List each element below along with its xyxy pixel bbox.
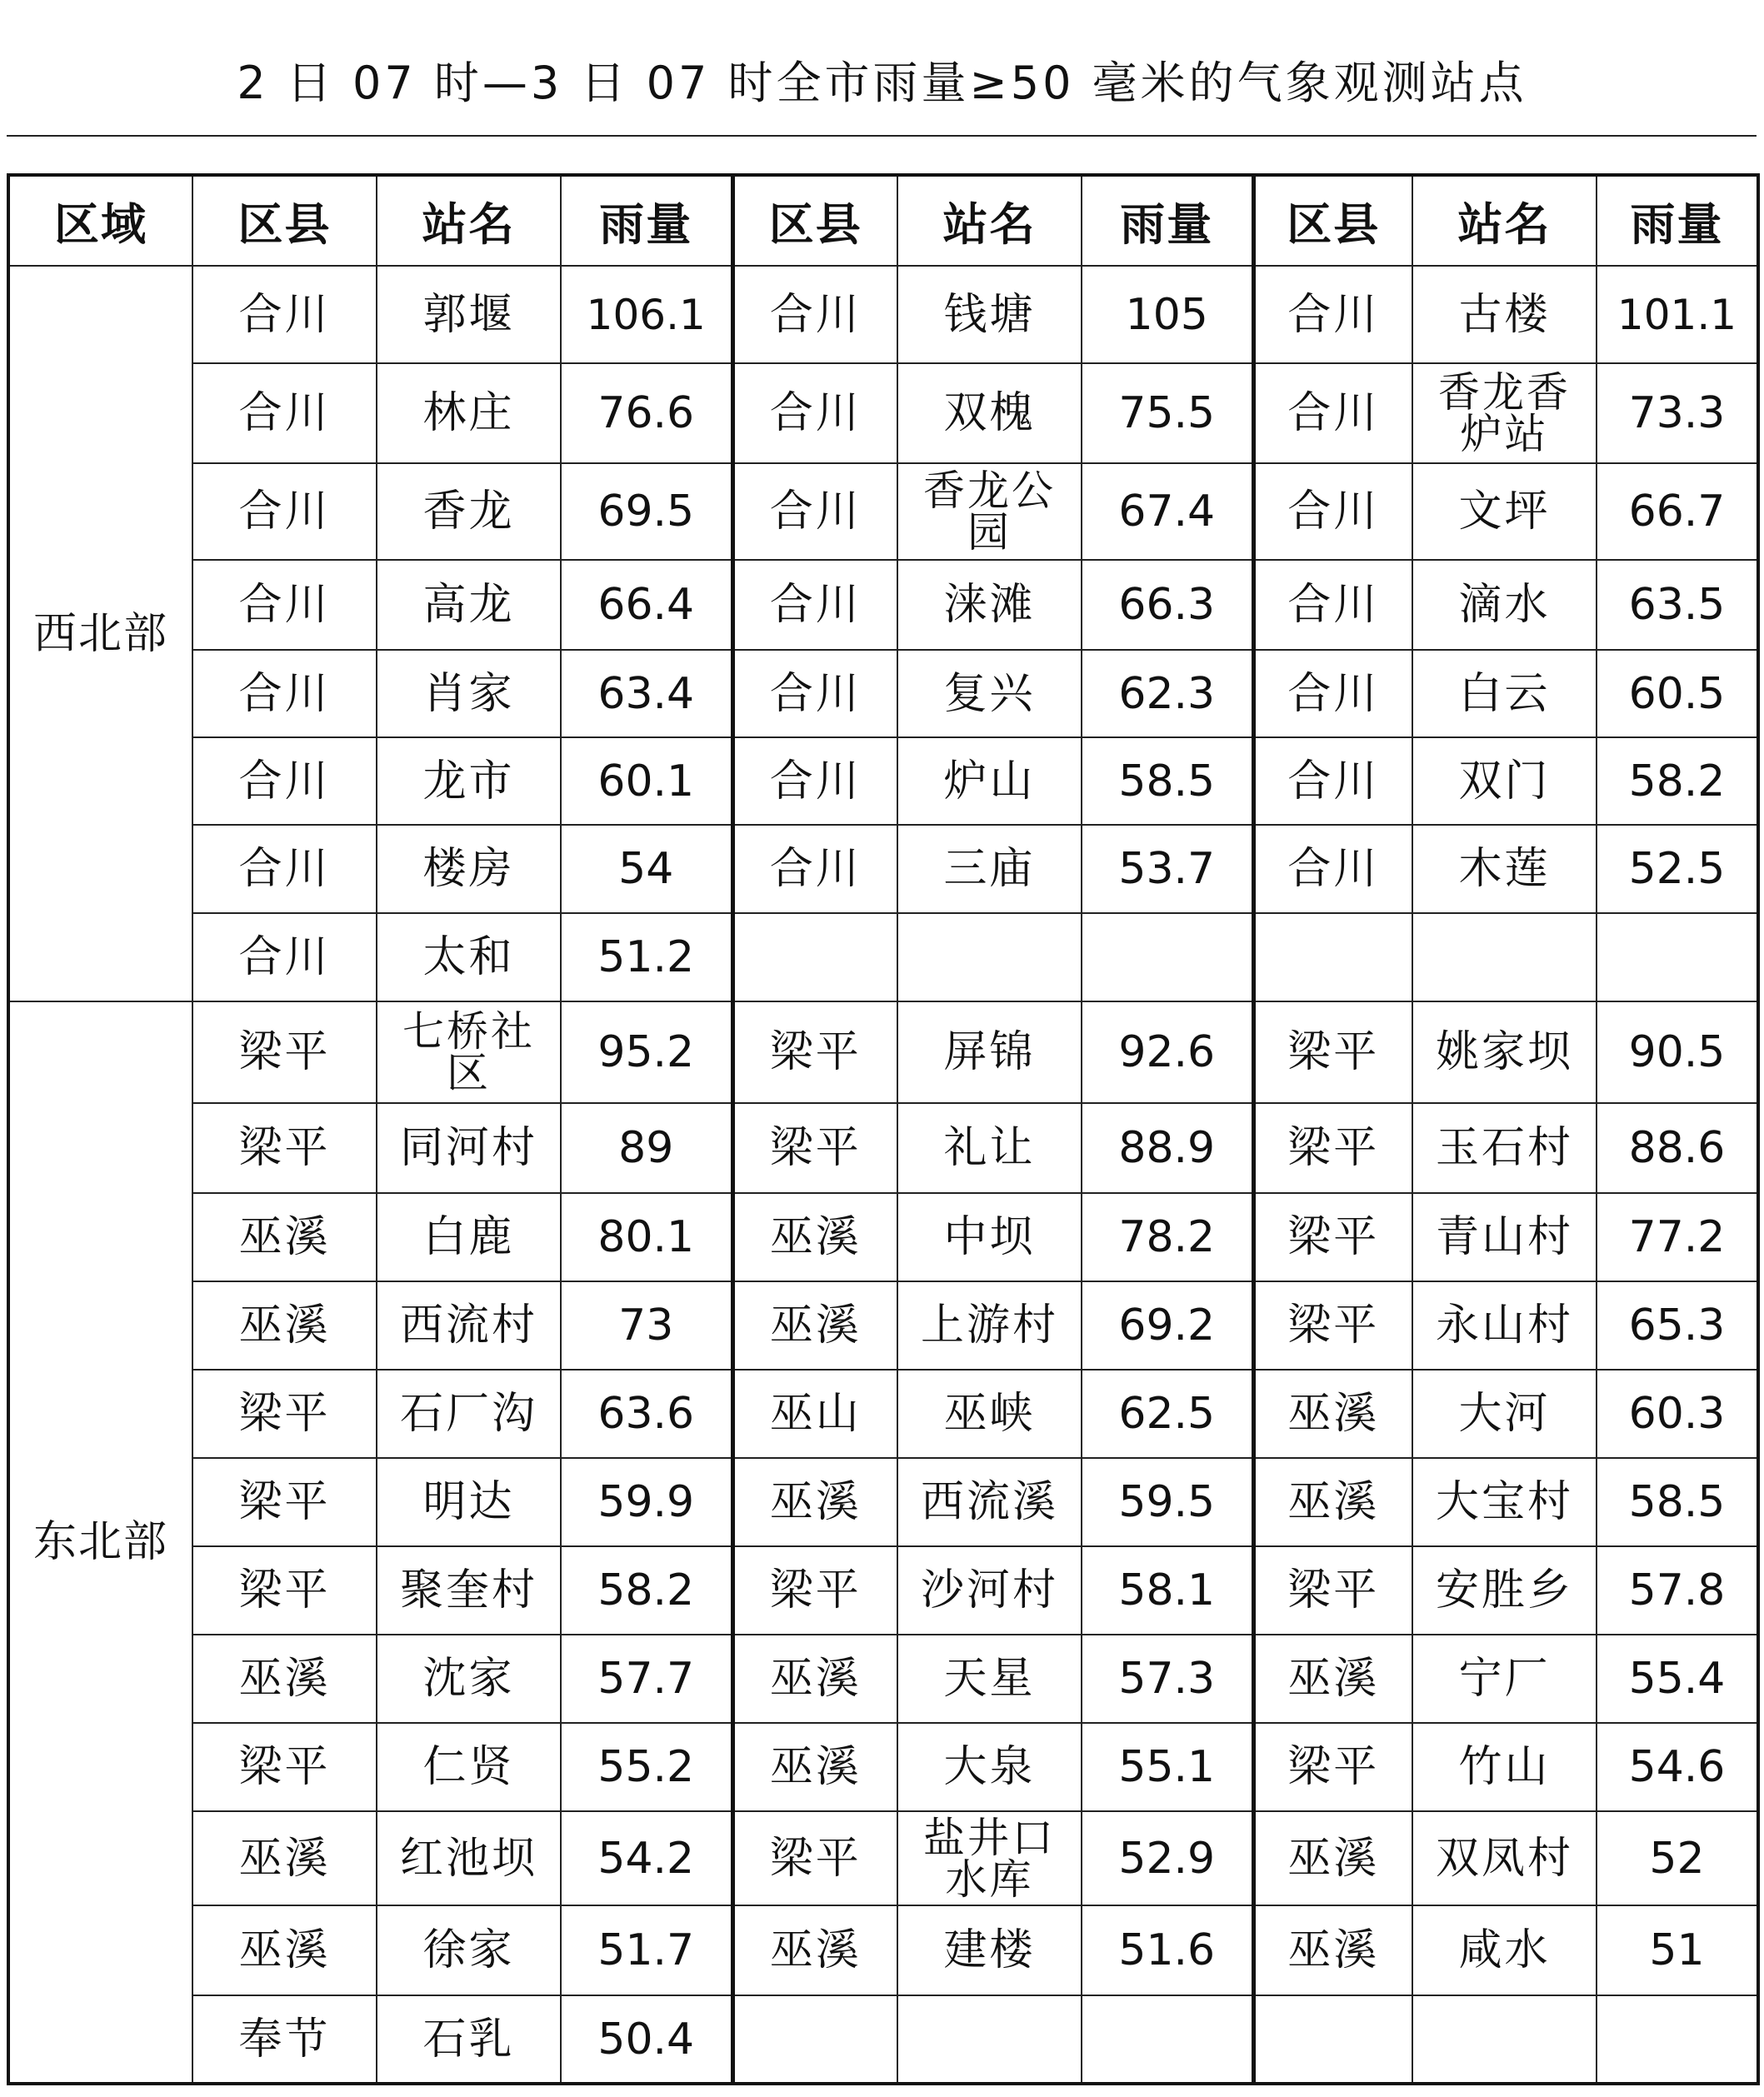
rain-cell: 57.7: [561, 1635, 732, 1723]
county-cell: [1253, 913, 1412, 1001]
station-cell: 天星: [897, 1635, 1082, 1723]
county-cell: 梁平: [732, 1546, 897, 1635]
county-cell: 巫溪: [732, 1635, 897, 1723]
rain-cell: 51.2: [561, 913, 732, 1001]
station-cell: 大河: [1412, 1370, 1597, 1458]
table-row: [8, 363, 1758, 463]
station-cell: 屏锦: [897, 1001, 1082, 1103]
station-cell: [1412, 1995, 1597, 2084]
county-cell: 合川: [192, 650, 377, 737]
county-cell: 合川: [732, 737, 897, 825]
rain-cell: 80.1: [561, 1193, 732, 1281]
county-cell: 巫溪: [192, 1193, 377, 1281]
county-cell: 合川: [732, 463, 897, 560]
rain-cell: 53.7: [1082, 825, 1253, 913]
county-cell: 巫溪: [1253, 1370, 1412, 1458]
station-cell: 三庙: [897, 825, 1082, 913]
county-cell: 巫溪: [732, 1281, 897, 1370]
county-cell: 合川: [1253, 737, 1412, 825]
county-cell: 合川: [192, 363, 377, 463]
header-county: 区县: [192, 175, 377, 266]
table-row: [8, 650, 1758, 737]
station-cell: 大宝村: [1412, 1458, 1597, 1546]
rain-cell: 50.4: [561, 1995, 732, 2084]
rain-cell: 55.1: [1082, 1723, 1253, 1811]
rain-cell: 75.5: [1082, 363, 1253, 463]
county-cell: 梁平: [1253, 1546, 1412, 1635]
rain-cell: 106.1: [561, 266, 732, 363]
station-cell: 明达: [377, 1458, 561, 1546]
rainfall-table: [7, 173, 1760, 2085]
county-cell: 巫溪: [732, 1723, 897, 1811]
county-cell: 合川: [1253, 650, 1412, 737]
county-cell: 合川: [1253, 560, 1412, 650]
rain-cell: [1082, 913, 1253, 1001]
county-cell: 合川: [192, 737, 377, 825]
station-cell: 龙市: [377, 737, 561, 825]
county-cell: 巫溪: [192, 1281, 377, 1370]
rain-cell: 62.3: [1082, 650, 1253, 737]
rain-cell: 57.3: [1082, 1635, 1253, 1723]
station-cell: 七桥社区: [377, 1001, 561, 1103]
table-body: [8, 266, 1758, 2084]
county-cell: 奉节: [192, 1995, 377, 2084]
station-cell: 玉石村: [1412, 1103, 1597, 1193]
station-cell: 双凤村: [1412, 1811, 1597, 1905]
table-row: [8, 1103, 1758, 1193]
station-cell: 礼让: [897, 1103, 1082, 1193]
county-cell: 巫溪: [192, 1811, 377, 1905]
station-cell: 文坪: [1412, 463, 1597, 560]
header-rain: 雨量: [1082, 175, 1253, 266]
station-cell: 香龙香炉站: [1412, 363, 1597, 463]
county-cell: 梁平: [192, 1546, 377, 1635]
rain-cell: 52: [1597, 1811, 1758, 1905]
station-cell: [897, 1995, 1082, 2084]
station-cell: 徐家: [377, 1905, 561, 1995]
rain-cell: 69.5: [561, 463, 732, 560]
header-county: 区县: [732, 175, 897, 266]
station-cell: 西流村: [377, 1281, 561, 1370]
rain-cell: 73: [561, 1281, 732, 1370]
station-cell: 咸水: [1412, 1905, 1597, 1995]
rain-cell: 88.9: [1082, 1103, 1253, 1193]
county-cell: 合川: [1253, 825, 1412, 913]
county-cell: 巫溪: [192, 1905, 377, 1995]
station-cell: 安胜乡: [1412, 1546, 1597, 1635]
station-cell: 姚家坝: [1412, 1001, 1597, 1103]
rain-cell: 54.2: [561, 1811, 732, 1905]
rain-cell: 65.3: [1597, 1281, 1758, 1370]
county-cell: 巫溪: [192, 1635, 377, 1723]
header-station: 站名: [1412, 175, 1597, 266]
rain-cell: 66.7: [1597, 463, 1758, 560]
table-row: [8, 1811, 1758, 1905]
county-cell: 合川: [1253, 463, 1412, 560]
table-row: [8, 463, 1758, 560]
station-cell: 宁厂: [1412, 1635, 1597, 1723]
rain-cell: 67.4: [1082, 463, 1253, 560]
rain-cell: [1597, 913, 1758, 1001]
table-row: [8, 266, 1758, 363]
table-row: [8, 1723, 1758, 1811]
county-cell: 巫溪: [732, 1458, 897, 1546]
rain-cell: 51: [1597, 1905, 1758, 1995]
table-row: [8, 1370, 1758, 1458]
station-cell: 复兴: [897, 650, 1082, 737]
rain-cell: 58.2: [561, 1546, 732, 1635]
county-cell: 合川: [192, 266, 377, 363]
station-cell: 红池坝: [377, 1811, 561, 1905]
station-cell: 聚奎村: [377, 1546, 561, 1635]
station-cell: 西流溪: [897, 1458, 1082, 1546]
rain-cell: 55.4: [1597, 1635, 1758, 1723]
county-cell: 巫山: [732, 1370, 897, 1458]
station-cell: 肖家: [377, 650, 561, 737]
table-row: [8, 737, 1758, 825]
county-cell: 巫溪: [732, 1193, 897, 1281]
station-cell: 郭堰: [377, 266, 561, 363]
rain-cell: 55.2: [561, 1723, 732, 1811]
header-station: 站名: [377, 175, 561, 266]
table-row: [8, 1458, 1758, 1546]
rain-cell: 59.9: [561, 1458, 732, 1546]
rain-cell: 95.2: [561, 1001, 732, 1103]
station-cell: 仁贤: [377, 1723, 561, 1811]
station-cell: 中坝: [897, 1193, 1082, 1281]
table-row: [8, 560, 1758, 650]
table-row: [8, 1001, 1758, 1103]
county-cell: 合川: [732, 650, 897, 737]
county-cell: 梁平: [1253, 1001, 1412, 1103]
title-divider: [7, 135, 1757, 137]
rain-cell: 63.5: [1597, 560, 1758, 650]
station-cell: 双门: [1412, 737, 1597, 825]
station-cell: 盐井口水库: [897, 1811, 1082, 1905]
county-cell: 梁平: [192, 1103, 377, 1193]
county-cell: 梁平: [192, 1458, 377, 1546]
county-cell: 合川: [732, 825, 897, 913]
rain-cell: 51.7: [561, 1905, 732, 1995]
station-cell: 炉山: [897, 737, 1082, 825]
county-cell: 巫溪: [1253, 1458, 1412, 1546]
county-cell: 巫溪: [1253, 1635, 1412, 1723]
station-cell: 白鹿: [377, 1193, 561, 1281]
station-cell: 沙河村: [897, 1546, 1082, 1635]
station-cell: 香龙: [377, 463, 561, 560]
county-cell: 合川: [192, 825, 377, 913]
rain-cell: [1597, 1995, 1758, 2084]
page-title: 2 日 07 时—3 日 07 时全市雨量≥50 毫米的气象观测站点: [237, 57, 1527, 109]
rain-cell: 60.3: [1597, 1370, 1758, 1458]
station-cell: 石厂沟: [377, 1370, 561, 1458]
table-row: [8, 1193, 1758, 1281]
county-cell: 合川: [192, 463, 377, 560]
rain-cell: 69.2: [1082, 1281, 1253, 1370]
station-cell: [897, 913, 1082, 1001]
station-cell: 上游村: [897, 1281, 1082, 1370]
county-cell: 梁平: [1253, 1723, 1412, 1811]
station-cell: 楼房: [377, 825, 561, 913]
station-cell: 木莲: [1412, 825, 1597, 913]
rain-cell: 59.5: [1082, 1458, 1253, 1546]
rain-cell: 57.8: [1597, 1546, 1758, 1635]
rain-cell: 51.6: [1082, 1905, 1253, 1995]
county-cell: [1253, 1995, 1412, 2084]
station-cell: 太和: [377, 913, 561, 1001]
station-cell: 竹山: [1412, 1723, 1597, 1811]
rain-cell: 101.1: [1597, 266, 1758, 363]
rain-cell: 58.1: [1082, 1546, 1253, 1635]
rain-cell: 78.2: [1082, 1193, 1253, 1281]
rain-cell: 92.6: [1082, 1001, 1253, 1103]
rain-cell: 63.4: [561, 650, 732, 737]
table-row: [8, 825, 1758, 913]
station-cell: 钱塘: [897, 266, 1082, 363]
rain-cell: 76.6: [561, 363, 732, 463]
rain-cell: 60.5: [1597, 650, 1758, 737]
county-cell: 巫溪: [1253, 1905, 1412, 1995]
station-cell: 石乳: [377, 1995, 561, 2084]
region-cell: 西北部: [8, 266, 192, 1001]
station-cell: 白云: [1412, 650, 1597, 737]
station-cell: 林庄: [377, 363, 561, 463]
station-cell: 香龙公园: [897, 463, 1082, 560]
table-row: [8, 1546, 1758, 1635]
station-cell: 同河村: [377, 1103, 561, 1193]
rain-cell: 66.4: [561, 560, 732, 650]
county-cell: [732, 1995, 897, 2084]
rain-cell: 58.5: [1082, 737, 1253, 825]
rain-cell: 58.2: [1597, 737, 1758, 825]
rain-cell: 105: [1082, 266, 1253, 363]
county-cell: 梁平: [192, 1001, 377, 1103]
rain-cell: 62.5: [1082, 1370, 1253, 1458]
county-cell: 梁平: [1253, 1103, 1412, 1193]
station-cell: 滴水: [1412, 560, 1597, 650]
county-cell: 合川: [192, 560, 377, 650]
rain-cell: 60.1: [561, 737, 732, 825]
rain-cell: 89: [561, 1103, 732, 1193]
county-cell: 巫溪: [732, 1905, 897, 1995]
rain-cell: 90.5: [1597, 1001, 1758, 1103]
station-cell: 永山村: [1412, 1281, 1597, 1370]
county-cell: 合川: [732, 266, 897, 363]
rain-cell: 54.6: [1597, 1723, 1758, 1811]
table-row: [8, 1905, 1758, 1995]
station-cell: 高龙: [377, 560, 561, 650]
station-cell: 涞滩: [897, 560, 1082, 650]
header-rain: 雨量: [561, 175, 732, 266]
county-cell: 梁平: [732, 1001, 897, 1103]
county-cell: 巫溪: [1253, 1811, 1412, 1905]
county-cell: [732, 913, 897, 1001]
county-cell: 梁平: [732, 1811, 897, 1905]
header-county: 区县: [1253, 175, 1412, 266]
station-cell: 建楼: [897, 1905, 1082, 1995]
header-rain: 雨量: [1597, 175, 1758, 266]
county-cell: 合川: [1253, 363, 1412, 463]
rain-cell: 66.3: [1082, 560, 1253, 650]
station-cell: 古楼: [1412, 266, 1597, 363]
station-cell: 沈家: [377, 1635, 561, 1723]
county-cell: 梁平: [192, 1370, 377, 1458]
county-cell: 合川: [732, 363, 897, 463]
rain-cell: 52.5: [1597, 825, 1758, 913]
station-cell: 大泉: [897, 1723, 1082, 1811]
rain-cell: 58.5: [1597, 1458, 1758, 1546]
station-cell: 青山村: [1412, 1193, 1597, 1281]
rain-cell: 73.3: [1597, 363, 1758, 463]
county-cell: 合川: [192, 913, 377, 1001]
county-cell: 合川: [1253, 266, 1412, 363]
table-row: [8, 1995, 1758, 2084]
table-row: [8, 1635, 1758, 1723]
station-cell: 巫峡: [897, 1370, 1082, 1458]
county-cell: 梁平: [1253, 1193, 1412, 1281]
region-cell: 东北部: [8, 1001, 192, 2084]
rain-cell: [1082, 1995, 1253, 2084]
station-cell: [1412, 913, 1597, 1001]
rain-cell: 77.2: [1597, 1193, 1758, 1281]
table-row: [8, 1281, 1758, 1370]
rain-cell: 88.6: [1597, 1103, 1758, 1193]
county-cell: 合川: [732, 560, 897, 650]
header-station: 站名: [897, 175, 1082, 266]
header-row: [8, 175, 1758, 266]
table-row: [8, 913, 1758, 1001]
station-cell: 双槐: [897, 363, 1082, 463]
county-cell: 梁平: [732, 1103, 897, 1193]
rain-cell: 54: [561, 825, 732, 913]
rain-cell: 63.6: [561, 1370, 732, 1458]
rain-cell: 52.9: [1082, 1811, 1253, 1905]
county-cell: 梁平: [192, 1723, 377, 1811]
header-region: 区域: [8, 175, 192, 266]
county-cell: 梁平: [1253, 1281, 1412, 1370]
